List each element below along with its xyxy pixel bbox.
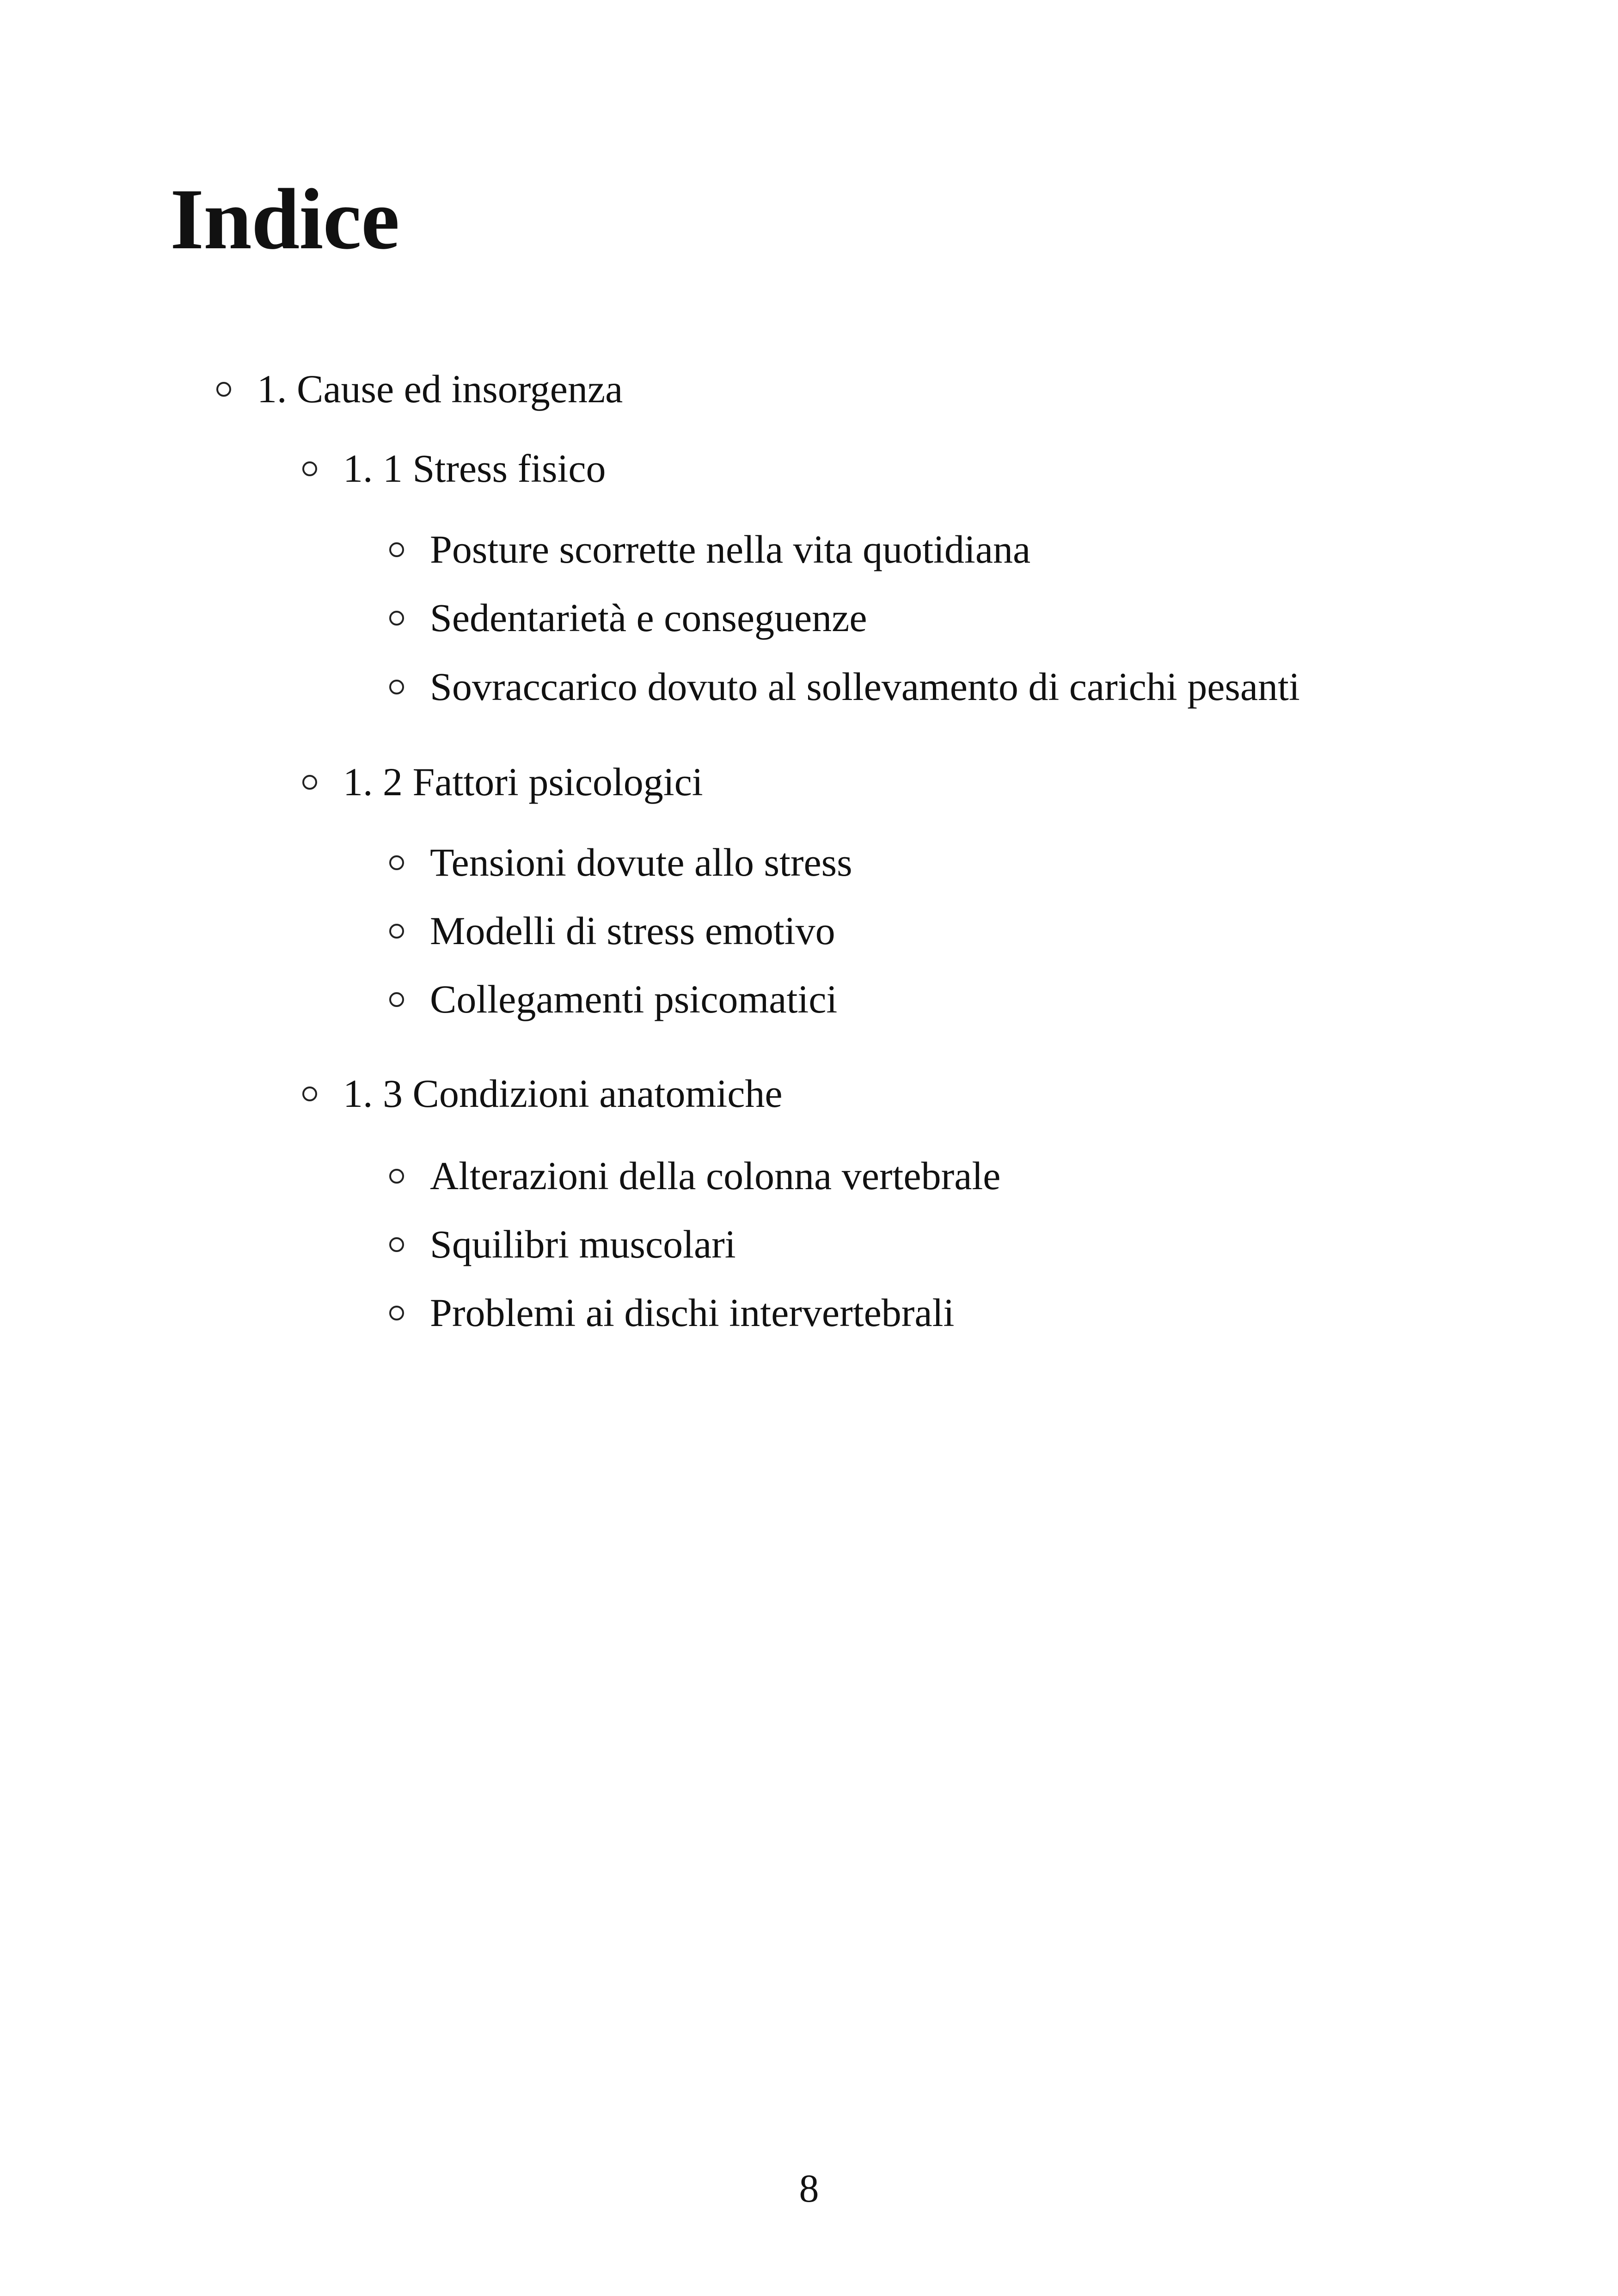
toc-item [389,979,837,1019]
circle-bullet-icon [389,1306,404,1320]
toc-item [389,529,1030,569]
toc-chapter-1 [216,369,623,409]
toc-item-label: Squilibri muscolari [430,1222,736,1266]
toc-item [389,1156,1000,1196]
toc-item-label: Posture scorrette nella vita quotidiana [430,527,1031,571]
circle-bullet-icon [302,775,317,790]
toc-item-label: Problemi ai dischi intervertebrali [430,1290,955,1335]
circle-bullet-icon [216,382,231,397]
toc-item-label: Collegamenti psicomatici [430,977,838,1021]
circle-bullet-icon [302,461,317,476]
toc-section-label: 1. 2 Fattori psicologici [343,760,703,804]
toc-item-label: Sedentarietà e conseguenze [430,595,867,640]
toc-item-label: Sovraccarico dovuto al sollevamento di carichi pesanti [430,664,1300,709]
toc-item [389,1290,955,1335]
circle-bullet-icon [389,1169,404,1184]
toc-item [389,842,852,882]
circle-bullet-icon [389,680,404,694]
toc-section-label: 1. 1 Stress fisico [343,446,606,491]
toc-item-label: Alterazioni della colonna vertebrale [430,1154,1001,1198]
circle-bullet-icon [389,992,404,1007]
circle-bullet-icon [389,924,404,939]
toc-item-label: Modelli di stress emotivo [430,909,835,953]
toc-item [389,1224,736,1264]
circle-bullet-icon [389,542,404,557]
toc-item [389,911,835,951]
circle-bullet-icon [389,611,404,626]
toc-chapter-label: 1. Cause ed insorgenza [257,367,623,411]
toc-item [389,664,1300,709]
page-title: Indice [170,171,399,267]
circle-bullet-icon [389,855,404,870]
toc-section-1-3 [302,1071,783,1116]
circle-bullet-icon [389,1237,404,1252]
page-number: 8 [799,2166,819,2210]
toc-section-label: 1. 3 Condizioni anatomiche [343,1071,783,1116]
circle-bullet-icon [302,1087,317,1101]
toc-item-label: Tensioni dovute allo stress [430,840,852,884]
toc-section-1-2 [302,762,703,802]
toc-item [389,595,867,640]
toc-section-1-1 [302,446,606,491]
